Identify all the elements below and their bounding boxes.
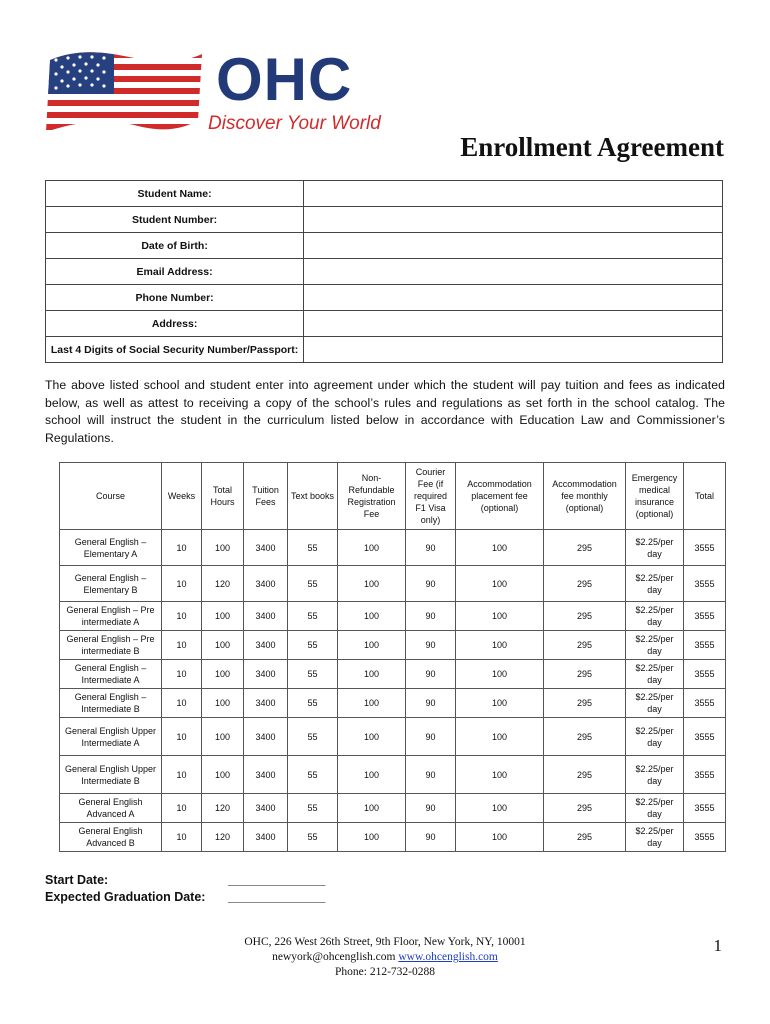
column-header-text-books: Text books [288, 463, 338, 530]
cell-weeks: 10 [162, 823, 202, 852]
us-flag-icon [44, 46, 204, 136]
cell-courier: 90 [406, 530, 456, 566]
student-info-value[interactable] [304, 259, 723, 285]
cell-hours: 100 [202, 660, 244, 689]
cell-courier: 90 [406, 660, 456, 689]
cell-registration: 100 [338, 718, 406, 756]
cell-placement: 100 [456, 689, 544, 718]
cell-total: 3555 [684, 566, 726, 602]
cell-tuition: 3400 [244, 794, 288, 823]
cell-placement: 100 [456, 530, 544, 566]
cell-monthly: 295 [544, 602, 626, 631]
cell-hours: 120 [202, 794, 244, 823]
student-info-label: Phone Number: [46, 285, 304, 311]
cell-registration: 100 [338, 756, 406, 794]
cell-total: 3555 [684, 756, 726, 794]
cell-tuition: 3400 [244, 756, 288, 794]
student-info-row [46, 233, 723, 259]
graduation-date-label: Expected Graduation Date: [45, 890, 206, 904]
agreement-paragraph: The above listed school and student enter into agreement under which the student will pay tuition and fees as indicated below, as well as attest to receiving a copy of the school’s rules and regulations as set forth in the school catalog. The school will instruct the student in the curriculum listed below in accordance with Education Law and Commissioner’s Regulations. [45, 378, 725, 445]
fees-table [59, 462, 726, 852]
cell-insurance: $2.25/per day [626, 530, 684, 566]
cell-weeks: 10 [162, 794, 202, 823]
cell-tuition: 3400 [244, 689, 288, 718]
cell-hours: 100 [202, 530, 244, 566]
column-header-total: Total [684, 463, 726, 530]
cell-hours: 100 [202, 756, 244, 794]
cell-registration: 100 [338, 823, 406, 852]
cell-monthly: 295 [544, 718, 626, 756]
cell-courier: 90 [406, 823, 456, 852]
fee-row [60, 602, 726, 631]
cell-tuition: 3400 [244, 660, 288, 689]
student-info-row [46, 259, 723, 285]
cell-courier: 90 [406, 689, 456, 718]
cell-registration: 100 [338, 631, 406, 660]
fee-row [60, 530, 726, 566]
cell-course: General English – Pre intermediate B [60, 631, 162, 660]
footer-website-link[interactable]: www.ohcenglish.com [398, 951, 498, 963]
cell-course: General English – Intermediate B [60, 689, 162, 718]
cell-total: 3555 [684, 660, 726, 689]
student-info-row [46, 311, 723, 337]
page-title: Enrollment Agreement [460, 132, 724, 162]
cell-hours: 100 [202, 718, 244, 756]
cell-courier: 90 [406, 602, 456, 631]
cell-course: General English – Elementary B [60, 566, 162, 602]
column-header-tuition-fees: Tuition Fees [244, 463, 288, 530]
student-info-label: Email Address: [46, 259, 304, 285]
column-header-courier-fee: Courier Fee (if required F1 Visa only) [406, 463, 456, 530]
cell-courier: 90 [406, 718, 456, 756]
column-header-accommodation-placement-fee: Accommodation placement fee (optional) [456, 463, 544, 530]
fee-row [60, 689, 726, 718]
cell-placement: 100 [456, 566, 544, 602]
cell-total: 3555 [684, 823, 726, 852]
cell-weeks: 10 [162, 566, 202, 602]
student-info-value[interactable] [304, 181, 723, 207]
dates-section [45, 872, 325, 906]
cell-insurance: $2.25/per day [626, 631, 684, 660]
fee-row [60, 660, 726, 689]
cell-weeks: 10 [162, 602, 202, 631]
student-info-row [46, 337, 723, 363]
fee-row [60, 631, 726, 660]
cell-insurance: $2.25/per day [626, 794, 684, 823]
cell-books: 55 [288, 794, 338, 823]
column-header-weeks: Weeks [162, 463, 202, 530]
cell-tuition: 3400 [244, 823, 288, 852]
cell-tuition: 3400 [244, 631, 288, 660]
brand-name: OHC [216, 46, 353, 113]
column-header-course: Course [60, 463, 162, 530]
cell-books: 55 [288, 602, 338, 631]
cell-placement: 100 [456, 794, 544, 823]
cell-registration: 100 [338, 689, 406, 718]
cell-courier: 90 [406, 631, 456, 660]
cell-course: General English Upper Intermediate A [60, 718, 162, 756]
cell-tuition: 3400 [244, 602, 288, 631]
footer-email: newyork@ohcenglish.com [272, 951, 396, 963]
cell-insurance: $2.25/per day [626, 823, 684, 852]
footer-phone: Phone: 212-732-0288 [335, 966, 435, 978]
cell-courier: 90 [406, 566, 456, 602]
fee-row [60, 756, 726, 794]
student-info-value[interactable] [304, 337, 723, 363]
cell-books: 55 [288, 718, 338, 756]
cell-total: 3555 [684, 631, 726, 660]
cell-total: 3555 [684, 718, 726, 756]
cell-weeks: 10 [162, 718, 202, 756]
start-date-field[interactable]: _______________ [228, 873, 325, 887]
student-info-label: Date of Birth: [46, 233, 304, 259]
cell-total: 3555 [684, 794, 726, 823]
cell-books: 55 [288, 689, 338, 718]
cell-monthly: 295 [544, 660, 626, 689]
student-info-value[interactable] [304, 311, 723, 337]
cell-course: General English Advanced A [60, 794, 162, 823]
cell-hours: 100 [202, 689, 244, 718]
cell-placement: 100 [456, 823, 544, 852]
cell-insurance: $2.25/per day [626, 718, 684, 756]
graduation-date-field[interactable]: _______________ [228, 890, 325, 904]
cell-course: General English – Pre intermediate A [60, 602, 162, 631]
fee-row [60, 823, 726, 852]
cell-placement: 100 [456, 718, 544, 756]
student-info-value[interactable] [304, 233, 723, 259]
cell-weeks: 10 [162, 689, 202, 718]
fee-row [60, 794, 726, 823]
student-info-value[interactable] [304, 285, 723, 311]
column-header-registration-fee: Non-Refundable Registration Fee [338, 463, 406, 530]
fee-row [60, 566, 726, 602]
cell-insurance: $2.25/per day [626, 566, 684, 602]
student-info-label: Address: [46, 311, 304, 337]
fees-header-row [60, 463, 726, 530]
cell-monthly: 295 [544, 823, 626, 852]
student-info-label: Student Name: [46, 181, 304, 207]
column-header-emergency-insurance: Emergency medical insurance (optional) [626, 463, 684, 530]
cell-course: General English Upper Intermediate B [60, 756, 162, 794]
cell-total: 3555 [684, 602, 726, 631]
cell-courier: 90 [406, 794, 456, 823]
cell-total: 3555 [684, 530, 726, 566]
cell-hours: 100 [202, 631, 244, 660]
cell-registration: 100 [338, 660, 406, 689]
cell-registration: 100 [338, 794, 406, 823]
cell-books: 55 [288, 530, 338, 566]
cell-tuition: 3400 [244, 566, 288, 602]
cell-hours: 100 [202, 602, 244, 631]
student-info-value[interactable] [304, 207, 723, 233]
cell-placement: 100 [456, 602, 544, 631]
student-info-row [46, 181, 723, 207]
cell-hours: 120 [202, 823, 244, 852]
cell-weeks: 10 [162, 660, 202, 689]
cell-insurance: $2.25/per day [626, 756, 684, 794]
cell-books: 55 [288, 756, 338, 794]
cell-weeks: 10 [162, 631, 202, 660]
cell-placement: 100 [456, 660, 544, 689]
cell-tuition: 3400 [244, 530, 288, 566]
cell-monthly: 295 [544, 631, 626, 660]
cell-placement: 100 [456, 631, 544, 660]
start-date-label: Start Date: [45, 873, 109, 887]
company-logo [44, 44, 394, 140]
cell-course: General English – Elementary A [60, 530, 162, 566]
cell-monthly: 295 [544, 566, 626, 602]
cell-insurance: $2.25/per day [626, 660, 684, 689]
cell-books: 55 [288, 660, 338, 689]
cell-monthly: 295 [544, 689, 626, 718]
cell-monthly: 295 [544, 530, 626, 566]
cell-books: 55 [288, 566, 338, 602]
column-header-accommodation-monthly-fee: Accommodation fee monthly (optional) [544, 463, 626, 530]
student-info-row [46, 207, 723, 233]
cell-tuition: 3400 [244, 718, 288, 756]
cell-registration: 100 [338, 602, 406, 631]
student-info-table [45, 180, 723, 363]
student-info-row [46, 285, 723, 311]
cell-monthly: 295 [544, 756, 626, 794]
fee-row [60, 718, 726, 756]
cell-registration: 100 [338, 530, 406, 566]
cell-weeks: 10 [162, 530, 202, 566]
cell-books: 55 [288, 631, 338, 660]
cell-books: 55 [288, 823, 338, 852]
cell-total: 3555 [684, 689, 726, 718]
cell-insurance: $2.25/per day [626, 689, 684, 718]
brand-tagline: Discover Your World [208, 113, 381, 134]
cell-course: General English – Intermediate A [60, 660, 162, 689]
cell-placement: 100 [456, 756, 544, 794]
cell-courier: 90 [406, 756, 456, 794]
cell-monthly: 295 [544, 794, 626, 823]
cell-course: General English Advanced B [60, 823, 162, 852]
footer [0, 935, 770, 980]
cell-weeks: 10 [162, 756, 202, 794]
student-info-label: Student Number: [46, 207, 304, 233]
student-info-label: Last 4 Digits of Social Security Number/Passport: [46, 337, 304, 363]
column-header-total-hours: Total Hours [202, 463, 244, 530]
cell-hours: 120 [202, 566, 244, 602]
page-number: 1 [713, 936, 722, 955]
cell-registration: 100 [338, 566, 406, 602]
footer-address: OHC, 226 West 26th Street, 9th Floor, New York, NY, 10001 [244, 936, 526, 948]
cell-insurance: $2.25/per day [626, 602, 684, 631]
